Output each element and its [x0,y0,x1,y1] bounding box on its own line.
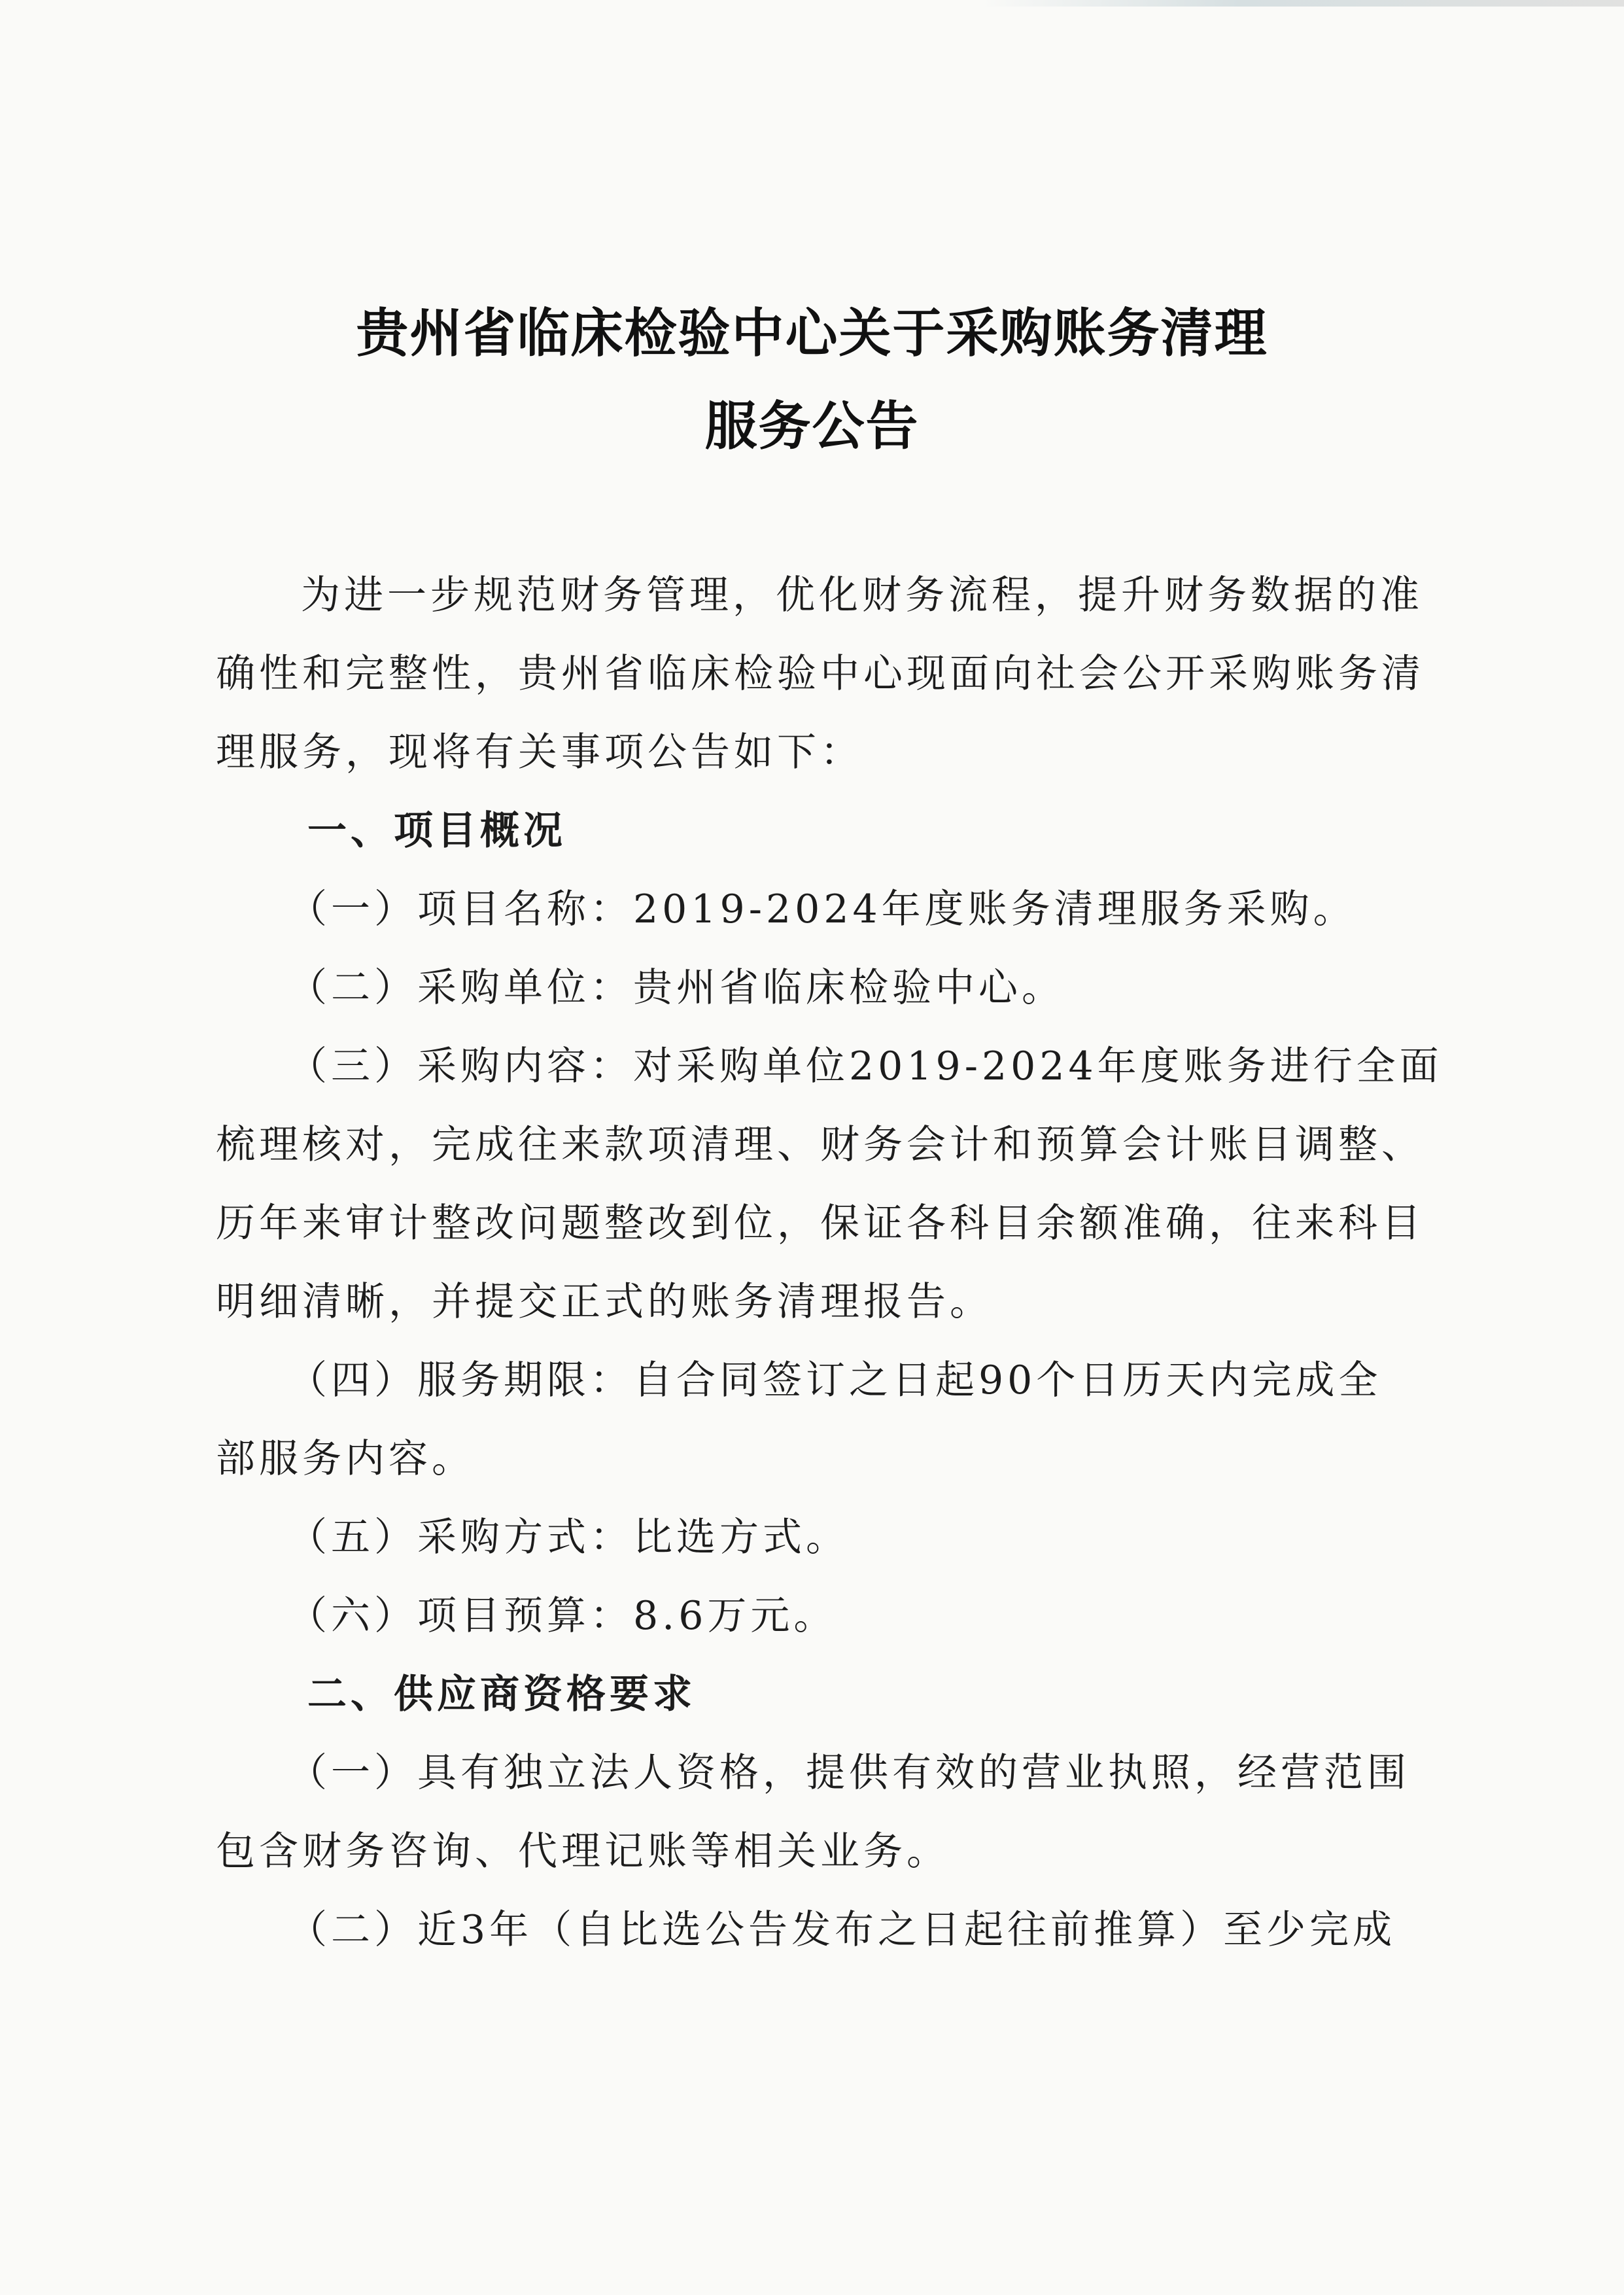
item-period-line-2: 部服务内容。 [216,1436,475,1482]
section-2 [216,1655,1432,1969]
item-purchaser: （二）采购单位：贵州省临床检验中心。 [288,965,1065,1011]
document-title-line-1: 贵州省临床检验中心关于采购账务清理 [356,303,1268,364]
item-project-name: （一）项目名称：2019-2024年度账务清理服务采购。 [288,886,1356,932]
document-body [216,556,1443,1969]
item-content-line-3: 历年来审计整改问题整改到位，保证各科目余额准确，往来科目 [216,1200,1425,1246]
item-budget: （六）项目预算：8.6万元。 [288,1593,837,1639]
intro-line-1: 为进一步规范财务管理，优化财务流程，提升财务数据的准 [301,572,1423,618]
req-1-line-1: （一）具有独立法人资格，提供有效的营业执照，经营范围 [288,1750,1410,1796]
intro-line-3: 理服务，现将有关事项公告如下： [216,729,863,775]
item-content-line-1: （三）采购内容：对采购单位2019-2024年度账务进行全面 [288,1043,1443,1089]
req-1-line-2: 包含财务咨询、代理记账等相关业务。 [216,1829,950,1874]
item-method: （五）采购方式：比选方式。 [288,1515,849,1560]
item-period-line-1: （四）服务期限：自合同签订之日起90个日历天内完成全 [288,1358,1382,1403]
item-content-line-4: 明细清晰，并提交正式的账务清理报告。 [216,1279,993,1325]
intro-line-2: 确性和完整性，贵州省临床检验中心现面向社会公开采购账务清 [216,651,1425,697]
document-title-line-2: 服务公告 [704,396,920,457]
section-1 [216,792,1443,1655]
item-content-line-2: 梳理核对，完成往来款项清理、财务会计和预算会计账目调整、 [216,1122,1425,1168]
section-2-heading: 二、供应商资格要求 [307,1672,696,1717]
scan-edge-mark [981,0,1624,7]
intro-paragraph [216,556,1432,792]
req-2-line-1: （二）近3年（自比选公告发布之日起往前推算）至少完成 [288,1907,1396,1953]
section-1-heading: 一、项目概况 [307,808,566,854]
